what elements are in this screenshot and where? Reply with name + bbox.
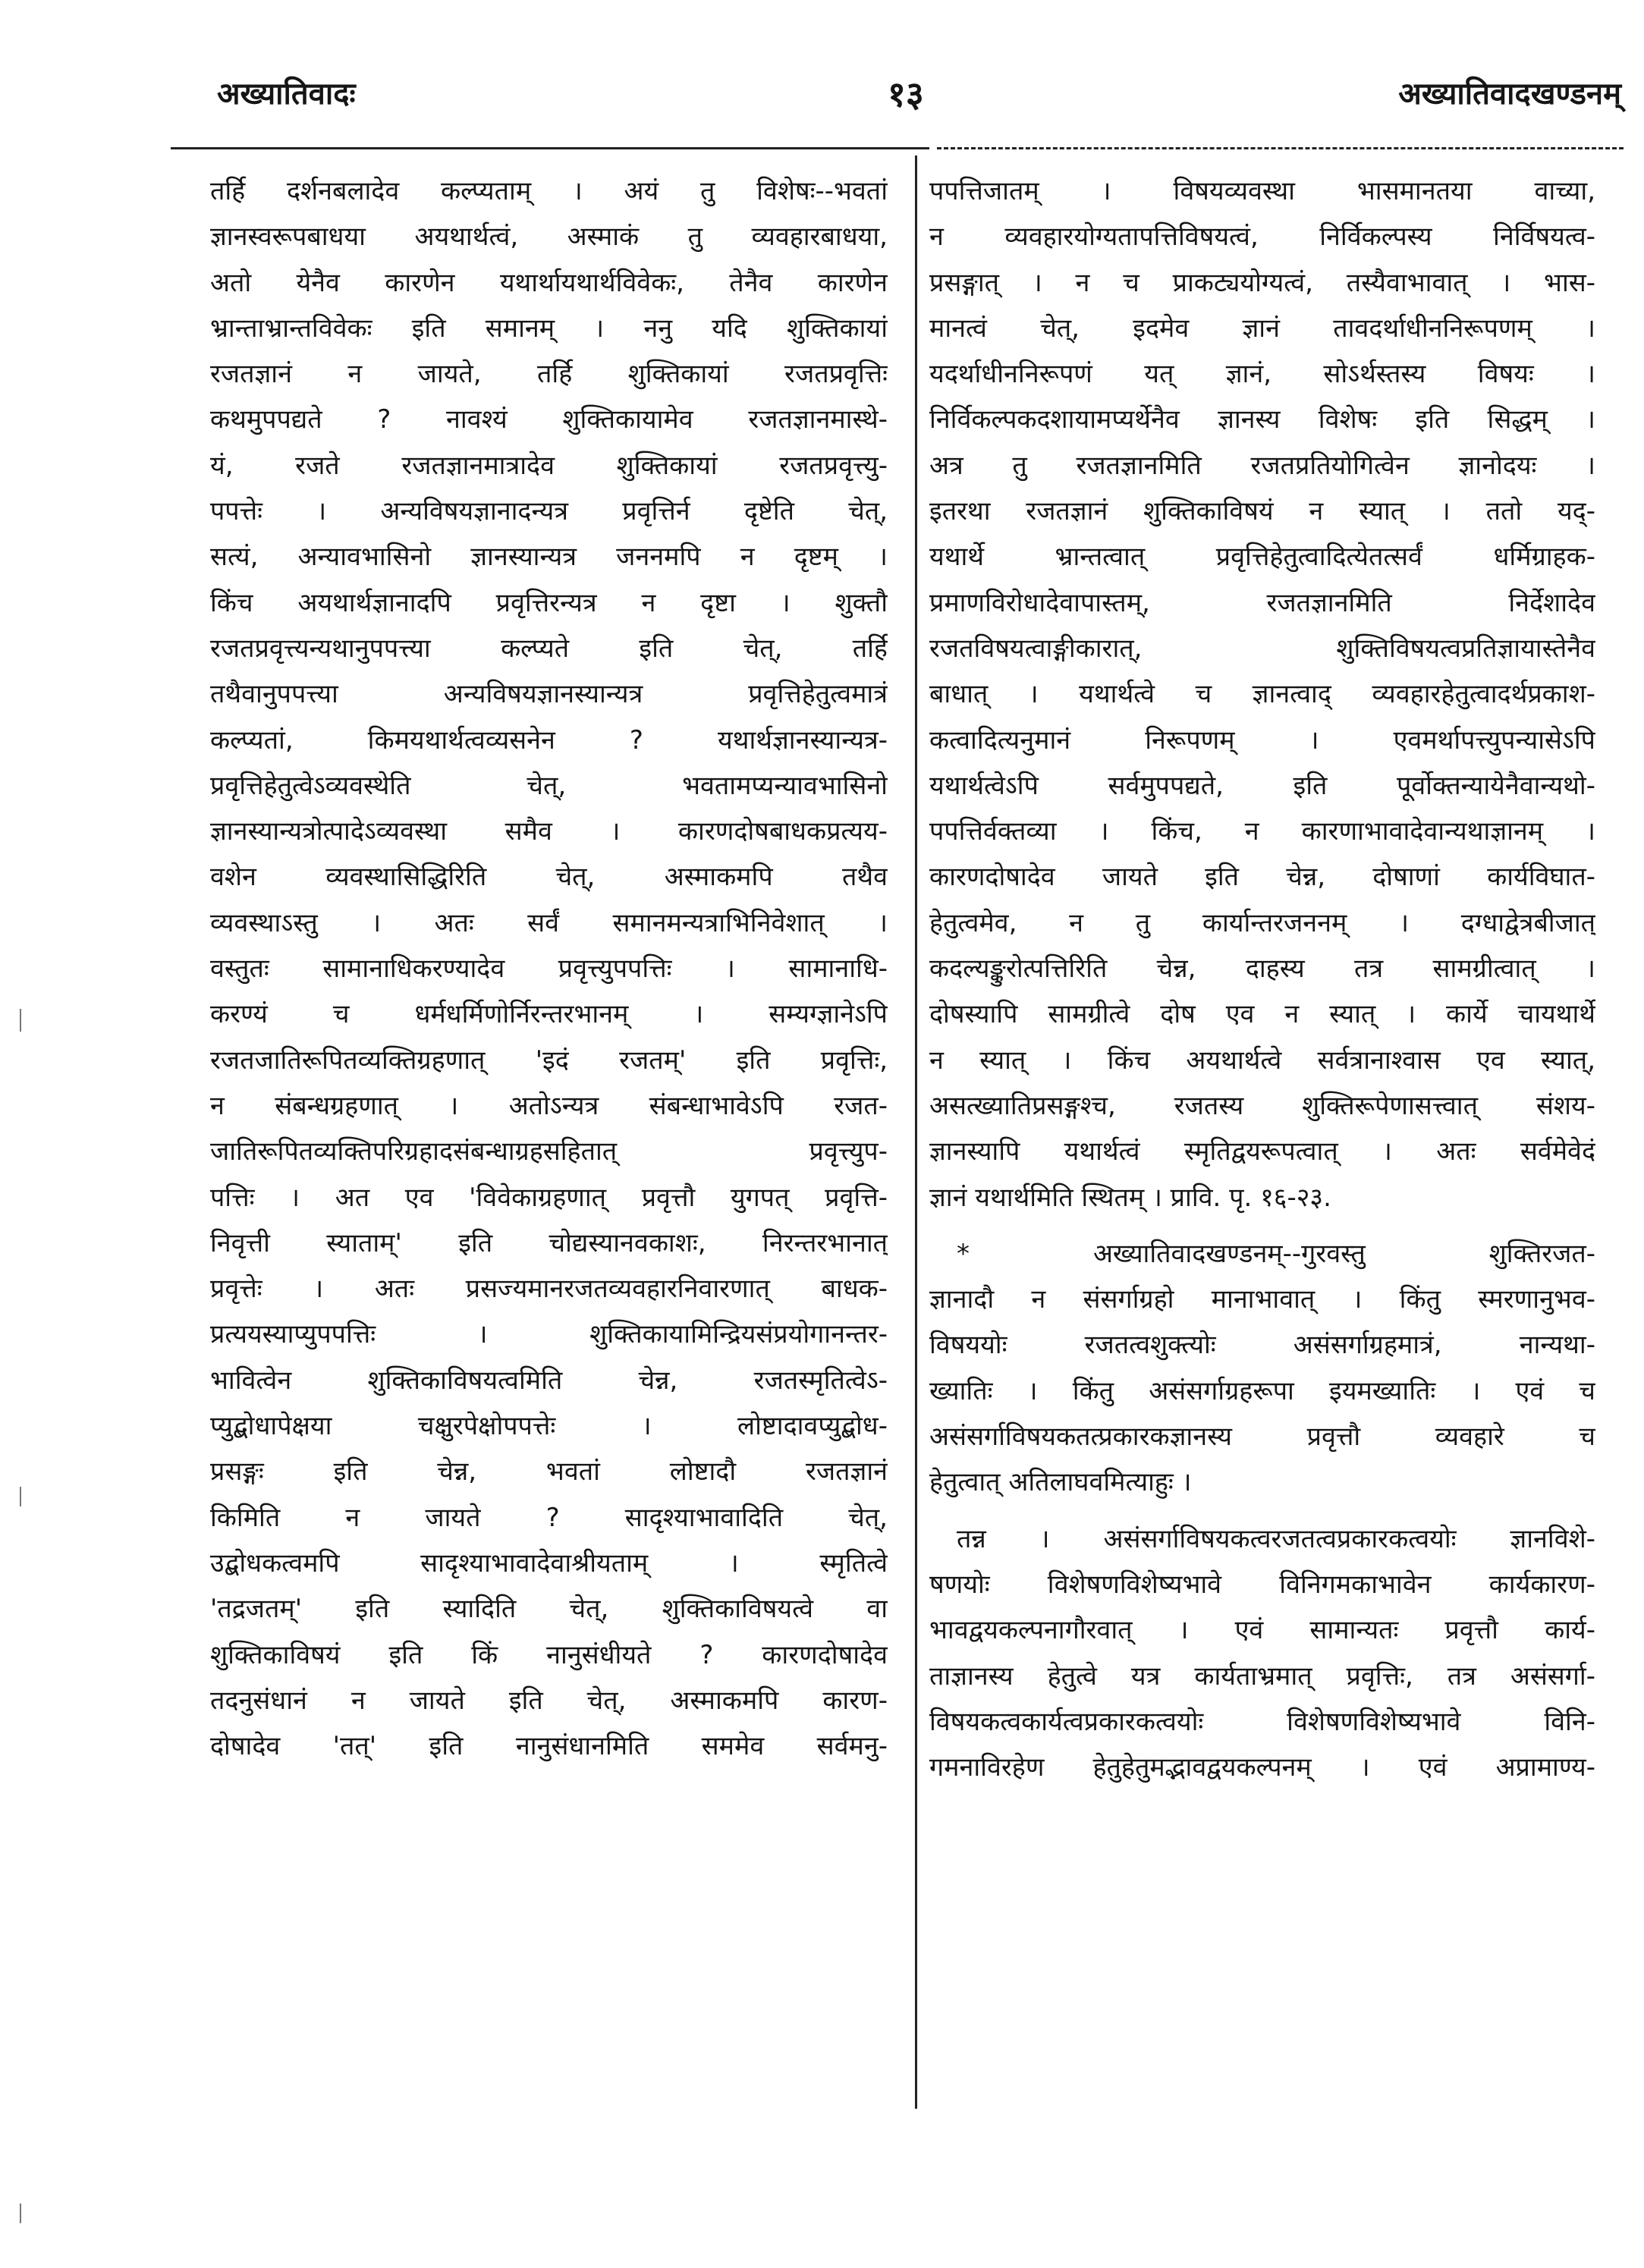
text-line: हेतुत्वमेव, न तु कार्यान्तरजननम् । दग्धाद्वेत्रबीजात् xyxy=(929,907,1595,938)
text-line: प्रत्ययस्याप्युपपत्तिः । शुक्तिकायामिन्द्रियसंप्रयोगानन्तर- xyxy=(210,1319,888,1350)
text-line: न स्यात् । किंच अयथार्थत्वे सर्वत्रानाश्वास एव स्यात्, xyxy=(929,1044,1595,1076)
text-line: वशेन व्यवस्थासिद्धिरिति चेत्, अस्माकमपि तथैव xyxy=(210,862,888,893)
running-head-right: अख्यातिवादखण्डनम् xyxy=(1398,77,1621,112)
text-line: असंसर्गाविषयकतत्प्रकारकज्ञानस्य प्रवृत्तौ व्यवहारे च xyxy=(929,1421,1595,1453)
text-line: प्युद्बोधापेक्षया चक्षुरपेक्षोपपत्तेः । लोष्टादावप्युद्बोध- xyxy=(210,1411,888,1442)
text-line: पपत्तेः । अन्यविषयज्ञानादन्यत्र प्रवृत्तिर्न दृष्टेति चेत्, xyxy=(210,496,888,527)
text-line: प्रसङ्गः इति चेन्न, भवतां लोष्टादौ रजतज्ञानं xyxy=(210,1456,888,1487)
text-line: 'तद्रजतम्' इति स्यादिति चेत्, शुक्तिकाविषयत्वे वा xyxy=(210,1594,888,1625)
paragraph-gap xyxy=(929,1220,1595,1231)
text-line: न संबन्धग्रहणात् । अतोऽन्यत्र संबन्धाभावेऽपि रजत- xyxy=(210,1090,888,1121)
text-line: इतरथा रजतज्ञानं शुक्तिकाविषयं न स्यात् । ततो यद्- xyxy=(929,496,1595,527)
text-line: ज्ञानस्यापि यथार्थत्वं स्मृतिद्वयरूपत्वात् । अतः सर्वमेवेदं xyxy=(929,1136,1595,1167)
text-line: तथैवानुपपत्त्या अन्यविषयज्ञानस्यान्यत्र प्रवृत्तिहेतुत्वमात्रं xyxy=(210,679,888,710)
header-rule-right xyxy=(937,147,1624,149)
text-line: गमनाविरहेण हेतुहेतुमद्भावद्वयकल्पनम् । एवं अप्रामाण्य- xyxy=(929,1752,1595,1783)
text-line: कथमुपपद्यते ? नावश्यं शुक्तिकायामेव रजतज्ञानमास्थे- xyxy=(210,404,888,435)
text-line: रजतजातिरूपितव्यक्तिग्रहणात् 'इदं रजतम्' इति प्रवृत्तिः, xyxy=(210,1044,888,1076)
text-line: दोषादेव 'तत्' इति नानुसंधानमिति सममेव सर्वमनु- xyxy=(210,1731,888,1762)
running-head-left: अख्यातिवादः xyxy=(217,77,356,112)
text-line: पपत्तिर्वक्तव्या । किंच, न कारणाभावादेवान्यथाज्ञानम् । xyxy=(929,816,1595,847)
text-line: सत्यं, अन्यावभासिनो ज्ञानस्यान्यत्र जननमपि न दृष्टम् । xyxy=(210,542,888,573)
text-line: प्रसङ्गात् । न च प्राकट्ययोग्यत्वं, तस्यैवाभावात् । भास- xyxy=(929,267,1595,298)
text-line: तदनुसंधानं न जायते इति चेत्, अस्माकमपि कारण- xyxy=(210,1685,888,1716)
text-line: ख्यातिः । किंतु असंसर्गाग्रहरूपा इयमख्यातिः । एवं च xyxy=(929,1375,1595,1406)
margin-mark xyxy=(20,2204,21,2223)
text-line: निवृत्ती स्याताम्' इति चोद्यस्यानवकाशः, निरन्तरभानात् xyxy=(210,1227,888,1258)
text-line: कारणदोषादेव जायते इति चेन्न, दोषाणां कार्यविघात- xyxy=(929,862,1595,893)
text-line: ताज्ञानस्य हेतुत्वे यत्र कार्यताभ्रमात् प्रवृत्तिः, तत्र असंसर्गा- xyxy=(929,1660,1595,1692)
text-line: कदल्यङ्कुरोत्पत्तिरिति चेन्न, दाहस्य तत्र सामग्रीत्वात् । xyxy=(929,953,1595,985)
text-line: किंच अयथार्थज्ञानादपि प्रवृत्तिरन्यत्र न दृष्टा । शुक्तौ xyxy=(210,587,888,618)
text-line: कत्वादित्यनुमानं निरूपणम् । एवमर्थापत्त्युपन्यासेऽपि xyxy=(929,724,1595,755)
left-column xyxy=(210,168,888,1769)
text-line: ज्ञानादौ न संसर्गाग्रहो मानाभावात् । किंतु स्मरणानुभव- xyxy=(929,1284,1595,1315)
text-line: विषययोः रजतत्वशुक्त्योः असंसर्गाग्रहमात्रं, नान्यथा- xyxy=(929,1330,1595,1361)
text-line: प्रमाणविरोधादेवापास्तम्, रजतज्ञानमिति निर्देशादेव xyxy=(929,587,1595,618)
text-line: जातिरूपितव्यक्तिपरिग्रहादसंबन्धाग्रहसहितात् प्रवृत्त्युप- xyxy=(210,1136,888,1167)
text-line: अतो येनैव कारणेन यथार्थायथार्थविवेकः, तेनैव कारणेन xyxy=(210,267,888,298)
text-line: वस्तुतः सामानाधिकरण्यादेव प्रवृत्त्युपपत्तिः । सामानाधि- xyxy=(210,953,888,985)
text-line: रजतज्ञानं न जायते, तर्हि शुक्तिकायां रजतप्रवृत्तिः xyxy=(210,359,888,390)
text-line: यथार्थे भ्रान्तत्वात् प्रवृत्तिहेतुत्वादित्येतत्सर्वं धर्मिग्राहक- xyxy=(929,542,1595,573)
text-line: * अख्यातिवादखण्डनम्--गुरवस्तु शुक्तिरजत- xyxy=(957,1238,1595,1269)
text-line: यदर्थाधीननिरूपणं यत् ज्ञानं, सोऽर्थस्तस्य विषयः । xyxy=(929,359,1595,390)
text-line: असत्ख्यातिप्रसङ्गश्च, रजतस्य शुक्तिरूपेणासत्त्वात् संशय- xyxy=(929,1090,1595,1121)
text-line: ज्ञानस्वरूपबाधया अयथार्थत्वं, अस्माकं तु व्यवहारबाधया, xyxy=(210,221,888,253)
margin-mark xyxy=(20,1487,21,1506)
header-rule-left xyxy=(171,147,929,149)
text-line: बाधात् । यथार्थत्वे च ज्ञानत्वाद् व्यवहारहेतुत्वादर्थप्रकाश- xyxy=(929,679,1595,710)
text-line: रजतप्रवृत्त्यन्यथानुपपत्त्या कल्प्यते इति चेत्, तर्हि xyxy=(210,633,888,664)
text-line: किमिति न जायते ? सादृश्याभावादिति चेत्, xyxy=(210,1502,888,1533)
text-line: शुक्तिकाविषयं इति किं नानुसंधीयते ? कारणदोषादेव xyxy=(210,1639,888,1670)
text-line: भावद्वयकल्पनागौरवात् । एवं सामान्यतः प्रवृत्तौ कार्य- xyxy=(929,1615,1595,1646)
text-line: उद्बोधकत्वमपि सादृश्याभावादेवाश्रीयताम् । स्मृतित्वे xyxy=(210,1547,888,1578)
text-line: रजतविषयत्वाङ्गीकारात्, शुक्तिविषयत्वप्रतिज्ञायास्तेनैव xyxy=(929,633,1595,664)
text-line: यथार्थत्वेऽपि सर्वमुपपद्यते, इति पूर्वोक्तन्यायेनैवान्यथो- xyxy=(929,770,1595,801)
text-line: न व्यवहारयोग्यतापत्तिविषयत्वं, निर्विकल्पस्य निर्विषयत्व- xyxy=(929,221,1595,253)
text-line: भ्रान्ताभ्रान्तविवेकः इति समानम् । ननु यदि शुक्तिकायां xyxy=(210,313,888,344)
text-line: षणयोः विशेषणविशेष्यभावे विनिगमकाभावेन कार्यकारण- xyxy=(929,1569,1595,1600)
paragraph-gap xyxy=(929,1506,1595,1516)
text-line: तन्न । असंसर्गाविषयकत्वरजतत्वप्रकारकत्वयोः ज्ञानविशे- xyxy=(957,1523,1595,1554)
page-number: १३ xyxy=(888,74,924,115)
right-column xyxy=(929,168,1595,1790)
text-line: यं, रजते रजतज्ञानमात्रादेव शुक्तिकायां रजतप्रवृत्त्यु- xyxy=(210,450,888,481)
text-line: पत्तिः । अत एव 'विवेकाग्रहणात् प्रवृत्तौ युगपत् प्रवृत्ति- xyxy=(210,1182,888,1213)
text-line: ज्ञानं यथार्थमिति स्थितम् । प्रावि. पृ. १६-२३. xyxy=(929,1182,1331,1213)
column-divider xyxy=(915,155,917,2109)
text-line: निर्विकल्पकदशायामप्यर्थेनैव ज्ञानस्य विशेषः इति सिद्धम् । xyxy=(929,404,1595,435)
text-line: हेतुत्वात् अतिलाघवमित्याहुः । xyxy=(929,1467,1192,1498)
text-line: प्रवृत्तिहेतुत्वेऽव्यवस्थेति चेत्, भवतामप्यन्यावभासिनो xyxy=(210,770,888,801)
text-line: कल्प्यतां, किमयथार्थत्वव्यसनेन ? यथार्थज्ञानस्यान्यत्र- xyxy=(210,724,888,755)
text-line: ज्ञानस्यान्यत्रोत्पादेऽव्यवस्था समैव । कारणदोषबाधकप्रत्यय- xyxy=(210,816,888,847)
text-line: व्यवस्थाऽस्तु । अतः सर्वं समानमन्यत्राभिनिवेशात् । xyxy=(210,907,888,938)
margin-mark xyxy=(20,1009,21,1032)
text-line: मानत्वं चेत्, इदमेव ज्ञानं तावदर्थाधीननिरूपणम् । xyxy=(929,313,1595,344)
text-line: भावित्वेन शुक्तिकाविषयत्वमिति चेन्न, रजतस्मृतित्वेऽ- xyxy=(210,1365,888,1396)
text-line: तर्हि दर्शनबलादेव कल्प्यताम् । अयं तु विशेषः--भवतां xyxy=(210,176,888,206)
text-line: विषयकत्वकार्यत्वप्रकारकत्वयोः विशेषणविशेष्यभावे विनि- xyxy=(929,1706,1595,1737)
text-line: दोषस्यापि सामग्रीत्वे दोष एव न स्यात् । कार्ये चायथार्थे xyxy=(929,999,1595,1030)
text-line: अत्र तु रजतज्ञानमिति रजतप्रतियोगित्वेन ज्ञानोदयः । xyxy=(929,450,1595,481)
text-line: करण्यं च धर्मधर्मिणोर्निरन्तरभानम् । सम्यग्ज्ञानेऽपि xyxy=(210,999,888,1030)
text-line: प्रवृत्तेः । अतः प्रसज्यमानरजतव्यवहारनिवारणात् बाधक- xyxy=(210,1274,888,1305)
text-line: पपत्तिजातम् । विषयव्यवस्था भासमानतया वाच्या, xyxy=(929,176,1595,206)
